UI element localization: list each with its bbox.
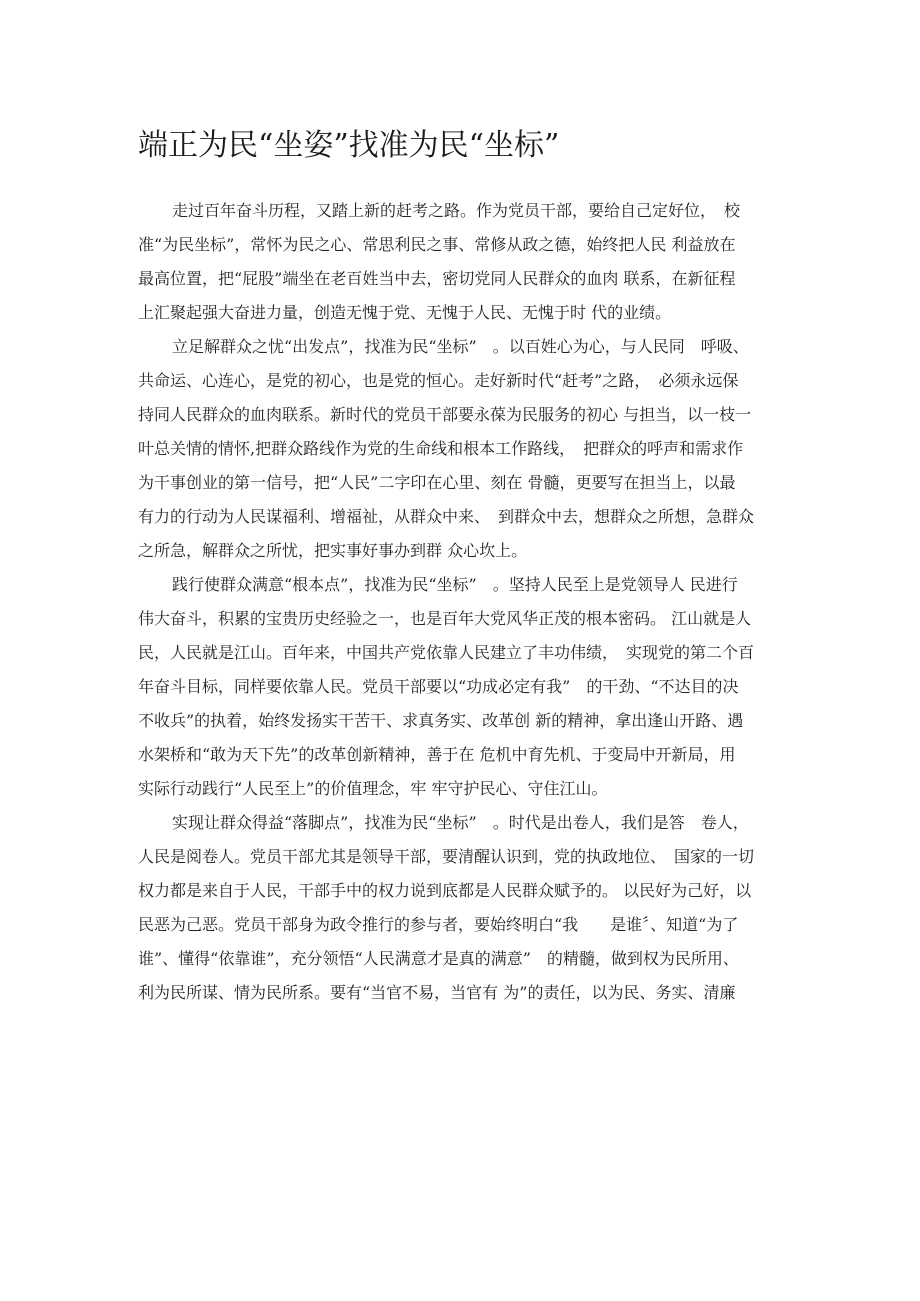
paragraph-line: 走过百年奋斗历程，又踏上新的赶考之路。作为党员干部，要给自己定好位， 校 bbox=[172, 201, 741, 220]
paragraph-line: 最高位置，把“屁股”端坐在老百姓当中去，密切党同人民群众的血肉 联系，在新征程 bbox=[138, 269, 736, 288]
paragraph-line: 准“为民坐标”，常怀为民之心、常思利民之事、常修从政之德，始终把人民 利益放在 bbox=[138, 235, 736, 254]
paragraph-line: 有力的行动为人民谋福利、增福祉，从群众中来、 到群众中去，想群众之所想，急群众 bbox=[138, 507, 755, 526]
paragraph-line: 叶总关情的情怀,把群众路线作为党的生命线和根本工作路线， 把群众的呼声和需求作 bbox=[138, 439, 744, 458]
paragraph-3 bbox=[138, 568, 786, 806]
paragraph-line: 上汇聚起强大奋进力量，创造无愧于党、无愧于人民、无愧于时 代的业绩。 bbox=[138, 303, 672, 322]
document-title: 端正为民“坐姿”找准为民“坐标” bbox=[138, 128, 560, 163]
paragraph-line: 民，人民就是江山。百年来，中国共产党依靠人民建立了丰功伟绩， 实现党的第二个百 bbox=[138, 643, 755, 662]
paragraph-line: 权力都是来自于人民，干部手中的权力说到底都是人民群众赋予的。 以民好为己好，以 bbox=[138, 881, 752, 900]
paragraph-line: 实现让群众得益“落脚点”，找准为民“坐标” 。时代是出卷人，我们是答 卷人， bbox=[172, 813, 749, 832]
paragraph-line: 共命运、心连心，是党的初心，也是党的恒心。走好新时代“赶考”之路， 必须永远保 bbox=[138, 371, 739, 390]
paragraph-4 bbox=[138, 806, 786, 1010]
paragraph-line: 为干事创业的第一信号，把“人民”二字印在心里、刻在 骨髓，更要写在担当上，以最 bbox=[138, 473, 736, 492]
paragraph-line: 利为民所谋、情为民所系。要有“当官不易，当官有 为”的责任，以为民、务实、清廉 bbox=[138, 983, 736, 1002]
document-body bbox=[138, 194, 786, 1010]
paragraph-line: 持同人民群众的血肉联系。新时代的党员干部要永葆为民服务的初心 与担当，以一枝一 bbox=[138, 405, 752, 424]
paragraph-line: 不收兵”的执着，始终发扬实干苦干、求真务实、改革创 新的精神，拿出逢山开路、遇 bbox=[138, 711, 744, 730]
paragraph-line: 立足解群众之忧“出发点”，找准为民“坐标” 。以百姓心为心，与人民同 呼吸、 bbox=[172, 337, 749, 356]
paragraph-1 bbox=[138, 194, 786, 330]
paragraph-line: 年奋斗目标，同样要依靠人民。党员干部要以“功成必定有我” 的干劲、“不达目的决 bbox=[138, 677, 739, 696]
paragraph-line: 人民是阅卷人。党员干部尤其是领导干部，要清醒认识到，党的执政地位、 国家的一切 bbox=[138, 847, 755, 866]
paragraph-line: 民恶为己恶。党员干部身为政令推行的参与者，要始终明白“我 是谁〞、知道“为了 bbox=[138, 915, 739, 934]
paragraph-line: 之所急，解群众之所忧，把实事好事办到群 众心坎上。 bbox=[138, 541, 528, 560]
paragraph-line: 谁”、懂得“依靠谁”，充分领悟“人民满意才是真的满意” 的精髓，做到权为民所用、 bbox=[138, 949, 739, 968]
paragraph-line: 伟大奋斗，积累的宝贵历史经验之一，也是百年大党风华正茂的根本密码。 江山就是人 bbox=[138, 609, 752, 628]
paragraph-line: 实际行动践行“人民至上”的价值理念，牢 牢守护民心、守住江山。 bbox=[138, 779, 608, 798]
paragraph-line: 水架桥和“敢为天下先”的改革创新精神，善于在 危机中育先机、于变局中开新局，用 bbox=[138, 745, 736, 764]
paragraph-line: 践行使群众满意“根本点”，找准为民“坐标” 。坚持人民至上是党领导人 民进行 bbox=[172, 575, 738, 594]
paragraph-2 bbox=[138, 330, 786, 568]
